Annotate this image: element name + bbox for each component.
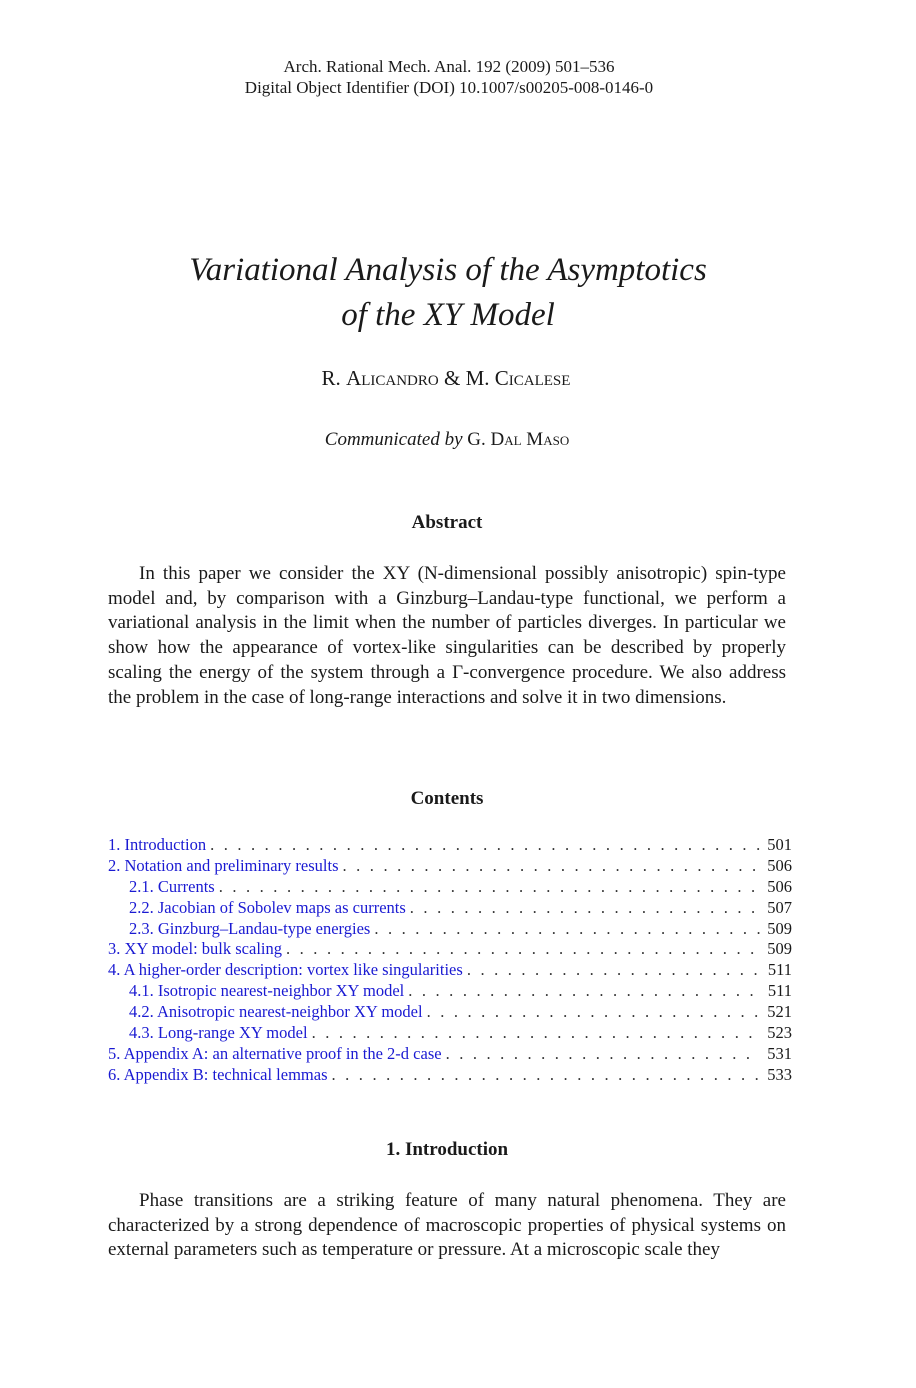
doi-line: Digital Object Identifier (DOI) 10.1007/s00205-008-0146-0 <box>244 78 654 97</box>
toc-entry[interactable] <box>108 835 792 856</box>
author-separator: & <box>438 366 466 390</box>
toc-page-number: 509 <box>767 918 792 938</box>
toc-entry[interactable] <box>108 1023 792 1044</box>
toc-page-number: 511 <box>767 981 792 1001</box>
abstract-body <box>108 562 786 710</box>
toc-entry-link[interactable]: 2.2. Jacobian of Sobolev maps as currents <box>129 897 406 917</box>
toc-page-number: 533 <box>767 1064 792 1084</box>
introduction-body <box>108 1189 786 1263</box>
toc-entry-link[interactable]: 2. Notation and preliminary results <box>108 855 339 875</box>
toc-leader-dots <box>312 1023 760 1044</box>
journal-header <box>0 56 898 98</box>
toc-entry[interactable] <box>108 898 792 919</box>
toc-page-number: 523 <box>767 1023 792 1043</box>
toc-page-number: 507 <box>767 897 792 917</box>
toc-page-number: 501 <box>767 835 792 854</box>
toc-page-number: 506 <box>767 876 792 896</box>
introduction-paragraph: Phase transitions are a striking feature of many natural phenomena. They are characterized by a strong dependence of macroscopic properties of physical systems on external parameters such as temperature or pressure. At a microscopic scale they <box>108 1190 786 1261</box>
paper-title <box>0 248 896 338</box>
author-2-surname: Cicalese <box>494 366 571 390</box>
toc-entry-link[interactable]: 4.1. Isotropic nearest-neighbor XY model <box>129 981 405 1001</box>
toc-entry-link[interactable]: 2.1. Currents <box>129 876 215 896</box>
toc-leader-dots <box>332 1065 761 1086</box>
toc-page-number: 511 <box>767 960 792 980</box>
toc-entry[interactable] <box>108 1002 792 1023</box>
contents-heading: Contents <box>410 788 484 809</box>
toc-entry-link[interactable]: 4. A higher-order description: vortex like singularities <box>108 960 463 980</box>
author-1-surname: Alicandro <box>346 366 439 390</box>
toc-leader-dots <box>374 919 760 940</box>
toc-entry[interactable] <box>108 960 792 981</box>
toc-page-number: 506 <box>767 855 792 875</box>
journal-citation: Arch. Rational Mech. Anal. 192 (2009) 501–536 <box>283 57 615 76</box>
toc-entry-link[interactable]: 4.3. Long-range XY model <box>129 1023 308 1043</box>
editor-surname: Dal Maso <box>490 429 570 450</box>
toc-leader-dots <box>467 960 760 981</box>
toc-entry[interactable] <box>108 1065 792 1086</box>
toc-page-number: 509 <box>767 939 792 959</box>
abstract-heading: Abstract <box>411 512 483 533</box>
author-2-initial: M. <box>465 366 495 390</box>
toc-leader-dots <box>410 898 760 919</box>
toc-entry-link[interactable]: 5. Appendix A: an alternative proof in the 2-d case <box>108 1043 442 1063</box>
author-1-initial: R. <box>321 366 347 390</box>
editor-initial: G. <box>462 429 491 450</box>
toc-entry[interactable] <box>108 1044 792 1065</box>
toc-leader-dots <box>343 856 761 877</box>
abstract-paragraph: In this paper we consider the XY (N-dimensional possibly anisotropic) spin-type model and, by comparison with a Ginzburg–Landau-type functional, we perform a variational analysis in the limit when the number of particles diverges. In particular we show how the appearance of vortex-like singularities can be described by properly scaling the energy of the system through a Γ-convergence procedure. We also address the problem in the case of long-range interactions and solve it in two dimensions. <box>108 563 786 708</box>
toc-entry[interactable] <box>108 939 792 960</box>
table-of-contents <box>108 835 792 1086</box>
toc-entry-link[interactable]: 2.3. Ginzburg–Landau-type energies <box>129 918 371 938</box>
toc-entry-link[interactable]: 1. Introduction <box>108 835 207 854</box>
toc-entry-link[interactable]: 3. XY model: bulk scaling <box>108 939 282 959</box>
toc-entry-link[interactable]: 4.2. Anisotropic nearest-neighbor XY model <box>129 1002 423 1022</box>
introduction-heading: 1. Introduction <box>385 1139 509 1160</box>
toc-leader-dots <box>286 939 760 960</box>
toc-entry[interactable] <box>108 981 792 1002</box>
title-line-2: of the XY Model <box>341 297 555 333</box>
toc-entry-link[interactable]: 6. Appendix B: technical lemmas <box>108 1064 328 1084</box>
toc-leader-dots <box>219 877 760 898</box>
toc-leader-dots <box>427 1002 760 1023</box>
author-list <box>0 364 892 392</box>
communicated-lead: Communicated by <box>324 429 463 450</box>
toc-page-number: 521 <box>767 1002 792 1022</box>
title-line-1: Variational Analysis of the Asymptotics <box>189 252 707 288</box>
toc-leader-dots <box>408 981 760 1002</box>
toc-leader-dots <box>210 835 760 856</box>
toc-entry[interactable] <box>108 856 792 877</box>
toc-entry[interactable] <box>108 877 792 898</box>
communicated-by <box>0 427 894 453</box>
toc-entry[interactable] <box>108 919 792 940</box>
toc-page-number: 531 <box>767 1043 792 1063</box>
toc-leader-dots <box>446 1044 760 1065</box>
